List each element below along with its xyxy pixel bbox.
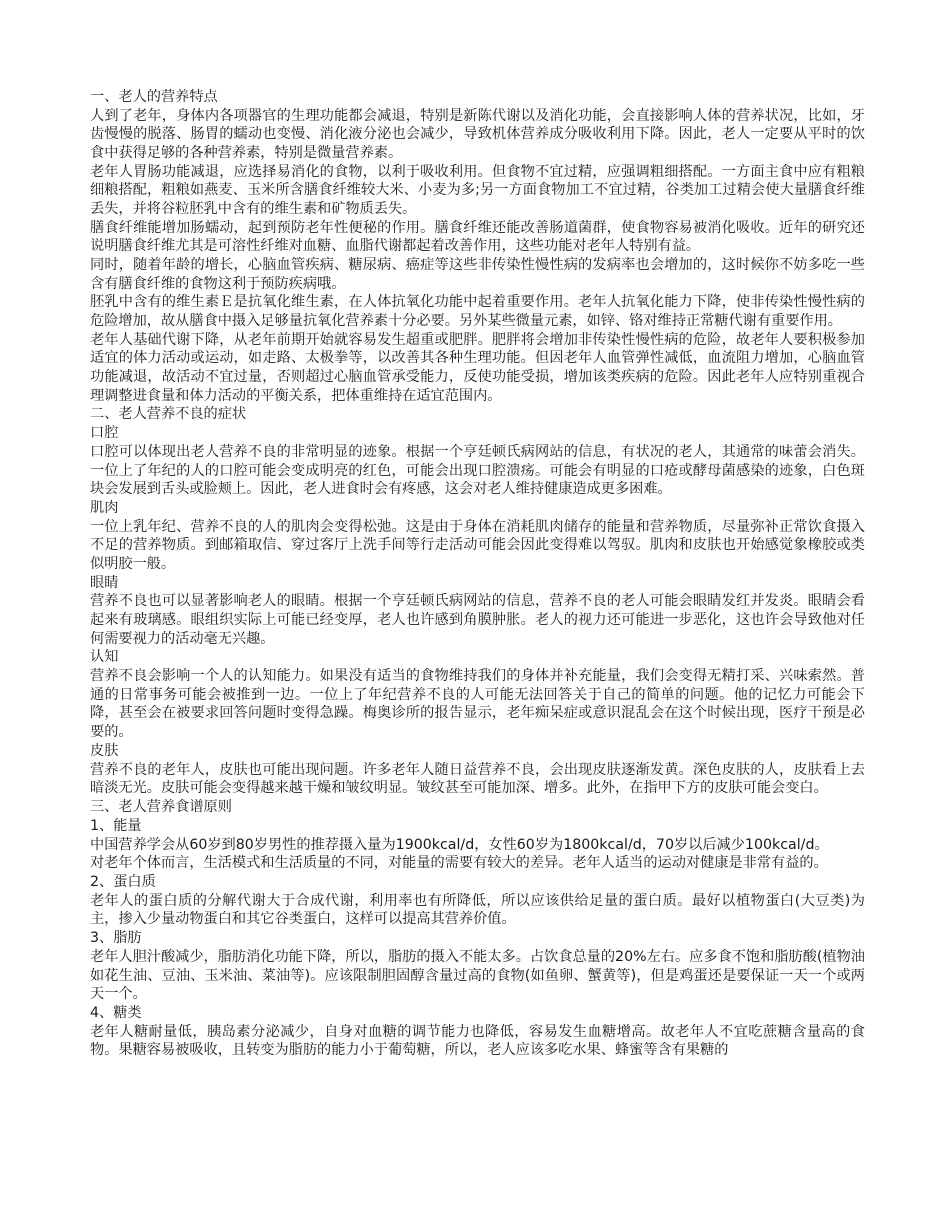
body-paragraph: 胚乳中含有的维生素Ｅ是抗氧化维生素，在人体抗氧化功能中起着重要作用。老年人抗氧化能力下降，使非传染性慢性病的危险增加，故从膳食中摄入足够量抗氧化营养素十分必要。另外某些微量元素，如锌、铬对维持正常糖代谢有重要作用。 (90, 294, 865, 330)
document-body (90, 88, 865, 1060)
section-heading: 一、老人的营养特点 (90, 89, 218, 105)
subsection-heading: 皮肤 (90, 742, 119, 759)
subsection-heading: 口腔 (90, 425, 119, 442)
section-heading: 三、老人营养食谱原则 (90, 798, 232, 815)
body-paragraph: 人到了老年，身体内各项器官的生理功能都会减退，特别是新陈代谢以及消化功能，会直接影响人体的营养状况，比如，牙齿慢慢的脱落、肠胃的蠕动也变慢、消化液分泌也会减少，导致机体营养成分吸收利用下降。因此，老人一定要从平时的饮食中获得足够的各种营养素，特别是微量营养素。 (90, 107, 865, 161)
body-paragraph: 营养不良也可以显著影响老人的眼睛。根据一个亨廷顿氏病网站的信息，营养不良的老人可能会眼睛发红并发炎。眼睛会看起来有玻璃感。眼组织实际上可能已经变厚，老人也许感到角膜肿胀。老人的视力还可能进一步恶化，这也许会导致他对任何需要视力的活动毫无兴趣。 (90, 593, 865, 647)
subsection-heading: 眼睛 (90, 574, 119, 591)
body-paragraph: 对老年个体而言，生活模式和生活质量的不同，对能量的需要有较大的差异。老年人适当的运动对健康是非常有益的。 (90, 855, 828, 872)
body-paragraph: 老年人糖耐量低，胰岛素分泌减少，自身对血糖的调节能力也降低，容易发生血糖增高。故老年人不宜吃蔗糖含量高的食物。果糖容易被吸收，且转变为脂肪的能力小于葡萄糖，所以，老人应该多吃水果、蜂蜜等含有果糖的 (90, 1023, 865, 1059)
body-paragraph: 老年人胃肠功能减退，应选择易消化的食物，以利于吸收利用。但食物不宜过精，应强调粗细搭配。一方面主食中应有粗粮细粮搭配，粗粮如燕麦、玉米所含膳食纤维较大米、小麦为多;另一方面食物加工不宜过精，谷类加工过精会使大量膳食纤维丢失，并将谷粒胚乳中含有的维生素和矿物质丢失。 (90, 163, 865, 217)
subsection-heading: 2、蛋白质 (90, 874, 156, 891)
subsection-heading: 3、脂肪 (90, 930, 142, 947)
subsection-heading: 4、糖类 (90, 1004, 142, 1021)
subsection-heading: 认知 (90, 649, 119, 666)
body-paragraph: 同时，随着年龄的增长，心脑血管疾病、糖尿病、癌症等这些非传染性慢性病的发病率也会增加的，这时候你不妨多吃一些含有膳食纤维的食物这利于预防疾病哦。 (90, 257, 865, 292)
body-paragraph: 口腔可以体现出老人营养不良的非常明显的迹象。根据一个亨廷顿氏病网站的信息，有状况的老人，其通常的味蕾会消失。一位上了年纪的人的口腔可能会变成明亮的红色，可能会出现口腔溃疡。可能会有明显的口疮或酵母菌感染的迹象，白色斑块会发展到舌头或脸颊上。因此，老人进食时会有疼感，这会对老人维持健康造成更多困难。 (90, 443, 865, 498)
subsection-heading: 肌肉 (90, 499, 119, 516)
body-paragraph: 老年人基础代谢下降，从老年前期开始就容易发生超重或肥胖。肥胖将会增加非传染性慢性病的危险，故老年人要积极参加适宜的体力活动或运动，如走路、太极拳等，以改善其各种生理功能。但因老年人血管弹性减低，血流阻力增加，心脑血管功能减退，故活动不宜过量，否则超过心脑血管承受能力，反使功能受损，增加该类疾病的危险。因此老年人应特别重视合理调整进食量和体力活动的平衡关系，把体重维持在适宜范围内。 (90, 331, 865, 404)
body-paragraph: 老年人的蛋白质的分解代谢大于合成代谢，利用率也有所降低，所以应该供给足量的蛋白质。最好以植物蛋白(大豆类)为主，掺入少量动物蛋白和其它谷类蛋白，这样可以提高其营养价值。 (90, 892, 865, 928)
body-paragraph: 营养不良的老年人，皮肤也可能出现问题。许多老年人随日益营养不良，会出现皮肤逐渐发黄。深色皮肤的人，皮肤看上去暗淡无光。皮肤可能会变得越来越干燥和皱纹明显。皱纹甚至可能加深、增多。此外，在指甲下方的皮肤可能会变白。 (90, 761, 865, 797)
body-paragraph: 一位上乳年纪、营养不良的人的肌肉会变得松弛。这是由于身体在消耗肌肉储存的能量和营养物质，尽量弥补正常饮食摄入不足的营养物质。到邮箱取信、穿过客厅上洗手间等行走活动可能会因此变得难以驾驭。肌肉和皮肤也开始感觉象橡胶或类似明胶一般。 (90, 518, 865, 572)
section-heading: 二、老人营养不良的症状 (90, 406, 247, 423)
body-paragraph: 营养不良会影响一个人的认知能力。如果没有适当的食物维持我们的身体并补充能量，我们会变得无精打采、兴味索然。普通的日常事务可能会被推到一边。一位上了年纪营养不良的人可能无法回答关于自己的简单的问题。他的记忆力可能会下降，甚至会在被要求回答问题时变得急躁。梅奥诊所的报告显示，老年痴呆症或意识混乱会在这个时候出现，医疗干预是必要的。 (90, 668, 865, 740)
body-paragraph: 中国营养学会从60岁到80岁男性的推荐摄入量为1900kcal/d，女性60岁为1800kcal/d，70岁以后减少100kcal/d。 (90, 836, 829, 853)
subsection-heading: 1、能量 (90, 817, 142, 834)
body-paragraph: 膳食纤维能增加肠蠕动，起到预防老年性便秘的作用。膳食纤维还能改善肠道菌群，使食物容易被消化吸收。近年的研究还说明膳食纤维尤其是可溶性纤维对血糖、血脂代谢都起着改善作用，这些功能对老年人特别有益。 (90, 219, 865, 255)
body-paragraph: 老年人胆汁酸减少，脂肪消化功能下降，所以，脂肪的摄入不能太多。占饮食总量的20%左右。应多食不饱和脂肪酸(植物油如花生油、豆油、玉米油、菜油等)。应该限制胆固醇含量过高的食物(如鱼卵、蟹黄等)，但是鸡蛋还是要保证一天一个或两天一个。 (90, 949, 865, 1003)
